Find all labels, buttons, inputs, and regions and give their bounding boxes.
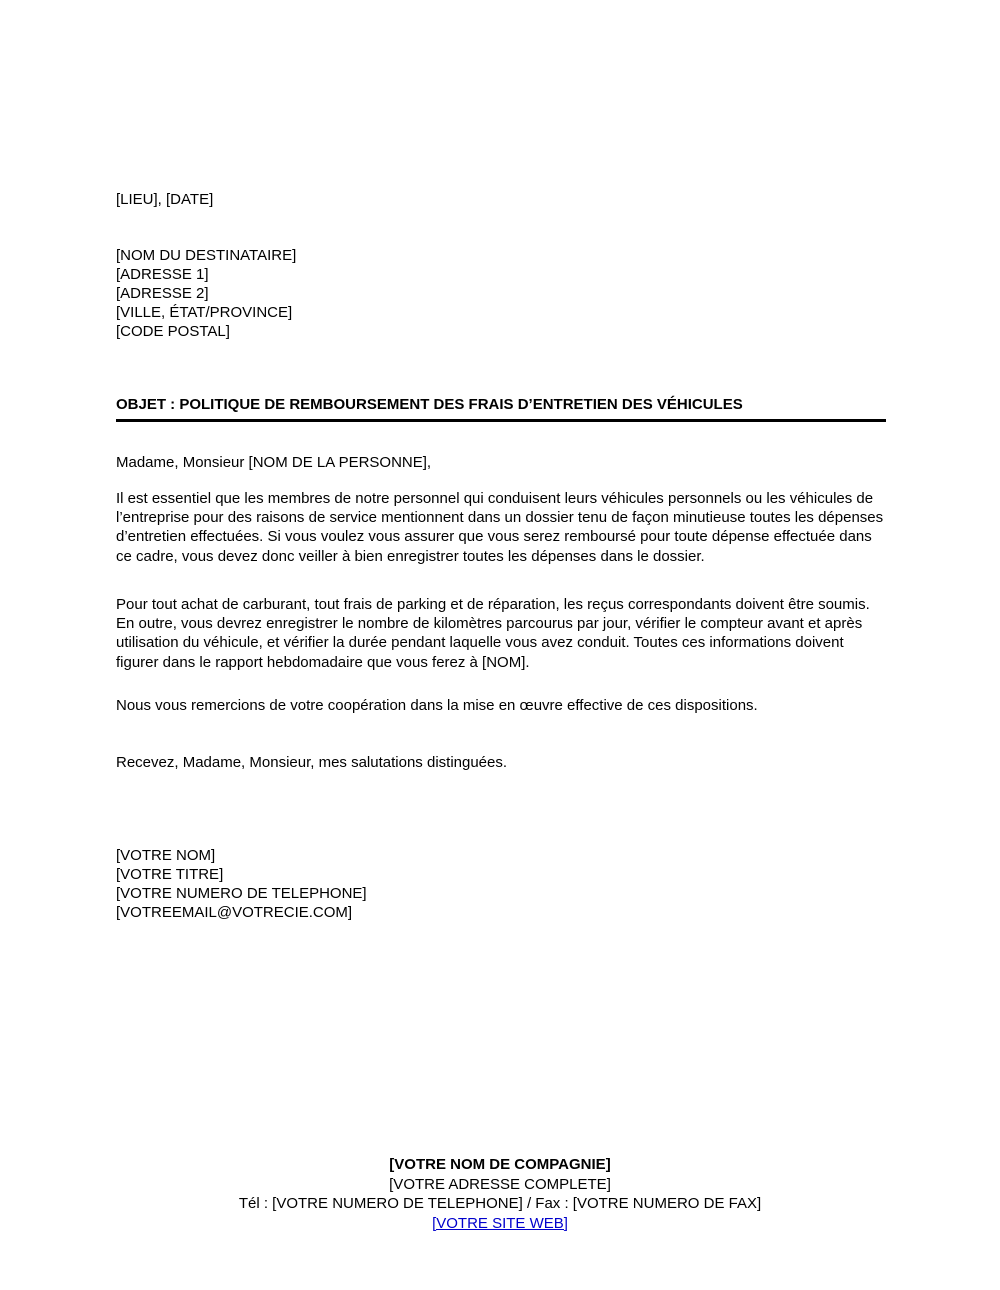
body-paragraph-1: Il est essentiel que les membres de notre personnel qui conduisent leurs véhicules personnels ou les véhicules de l’entreprise pour des raisons de service mentionnent dans un dossier tenu de façon minutieuse toutes les dépenses d’entretien effectuées. Si vous voulez vous assurer que vous serez remboursé pour toute dépense effectuée dans ce cadre, vous devez donc veiller à bien enregistrer toutes les dépenses dans le dossier. [116, 490, 884, 565]
recipient-address-block [116, 246, 296, 341]
recipient-postal-code: [CODE POSTAL] [116, 323, 230, 340]
footer-website-link[interactable]: [VOTRE SITE WEB] [432, 1214, 568, 1232]
place-date-block [116, 190, 213, 209]
salutation-line: Madame, Monsieur [NOM DE LA PERSONNE], [116, 454, 432, 471]
place-date-line: [LIEU], [DATE] [116, 191, 214, 208]
subject-divider [116, 419, 886, 422]
recipient-city-state: [VILLE, ÉTAT/PROVINCE] [116, 304, 293, 321]
footer-website-link-row [0, 1214, 1000, 1234]
body-paragraph-2: Pour tout achat de carburant, tout frais de parking et de réparation, les reçus correspondants doivent être soumis. En outre, vous devrez enregistrer le nombre de kilomètres parcourus par jour, vérifier le compteur avant et après utilisation du véhicule, et vérifier la durée pendant laquelle vous avez conduit. Toutes ces informations doivent figurer dans le rapport hebdomadaire que vous ferez à [NOM]. [116, 596, 870, 671]
recipient-name: [NOM DU DESTINATAIRE] [116, 247, 297, 264]
closing-line: Recevez, Madame, Monsieur, mes salutations distinguées. [116, 754, 508, 771]
signature-title: [VOTRE TITRE] [116, 866, 224, 883]
footer-company-name: [VOTRE NOM DE COMPAGNIE] [389, 1156, 611, 1173]
salutation-block [116, 453, 431, 472]
signature-email: [VOTREEMAIL@VOTRECIE.COM] [116, 904, 353, 921]
signature-phone: [VOTRE NUMERO DE TELEPHONE] [116, 885, 367, 902]
signature-name: [VOTRE NOM] [116, 847, 216, 864]
footer-address: [VOTRE ADRESSE COMPLETE] [389, 1175, 611, 1193]
subject-section [116, 395, 886, 422]
signature-block [116, 846, 367, 922]
recipient-address-1: [ADRESSE 1] [116, 266, 209, 283]
subject-heading: OBJET : POLITIQUE DE REMBOURSEMENT DES FRAIS D’ENTRETIEN DES VÉHICULES [116, 396, 743, 413]
recipient-address-2: [ADRESSE 2] [116, 285, 209, 302]
page-footer [0, 1155, 1000, 1233]
body-paragraph-3: Nous vous remercions de votre coopération dans la mise en œuvre effective de ces dispositions. [116, 697, 758, 714]
footer-contact: Tél : [VOTRE NUMERO DE TELEPHONE] / Fax : [VOTRE NUMERO DE FAX] [238, 1195, 762, 1212]
